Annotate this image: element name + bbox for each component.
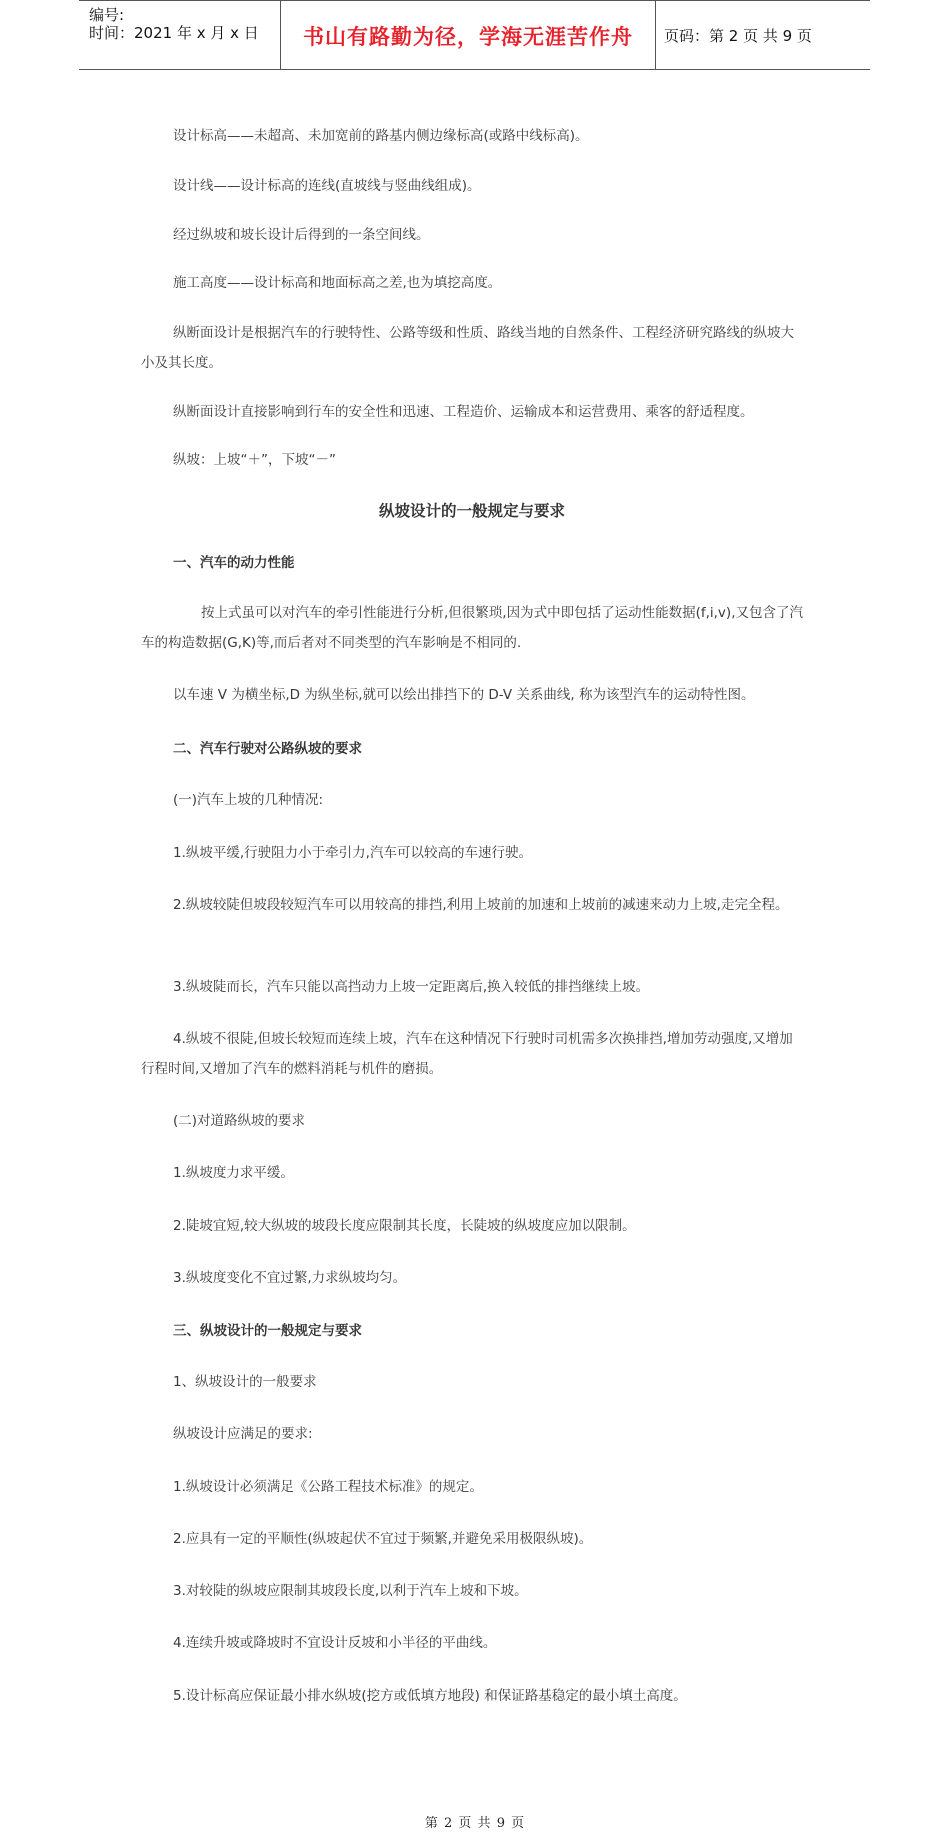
paragraph-profile-impact: 纵断面设计直接影响到行车的安全性和迅速、工程造价、运输成本和运营费用、乘客的舒适程度。 [173,404,754,420]
page-footer: 第 2 页 共 9 页 [424,1816,526,1831]
date-label: 时间：2021 年 x 月 x 日 [89,24,259,42]
paragraph-construction-height: 施工高度——设计标高和地面标高之差,也为填挖高度。 [173,275,502,291]
paragraph-grade-sign: 纵坡：上坡“＋”，下坡“－” [173,452,336,468]
list-item-drainage: 5.设计标高应保证最小排水纵坡(挖方或低填方地段) 和保证路基稳定的最小填土高度。 [173,1688,687,1704]
paragraph-spatial-line: 经过纵坡和坡长设计后得到的一条空间线。 [173,227,430,243]
list-item-3: 3.纵坡陡而长，汽车只能以高挡动力上坡一定距离后,换入较低的排挡继续上坡。 [173,979,650,995]
paragraph-uphill-cases: (一)汽车上坡的几种情况: [173,792,324,808]
list-item-short-steep: 2.陡坡宜短,较大纵坡的坡段长度应限制其长度，长陡坡的纵坡度应加以限制。 [173,1218,636,1234]
header-page-cell [655,1,870,69]
paragraph-dv-curve: 以车速 V 为横坐标,D 为纵坐标,就可以绘出排挡下的 D-V 关系曲线, 称为该型汽车的运动特性图。 [173,687,755,703]
page-header [79,0,870,70]
header-info-cell [79,1,280,69]
header-motto-cell [280,1,656,69]
list-item-limit-length: 3.对较陡的纵坡应限制其坡段长度,以利于汽车上坡和下坡。 [173,1583,528,1599]
serial-number-label: 编号: [89,6,125,24]
list-item-4: 4.纵坡不很陡,但坡长较短而连续上坡，汽车在这种情况下行驶时司机需多次换排挡,增加劳动强度,又增加行程时间,又增加了汽车的燃料消耗与机件的磨损。 [141,1031,793,1077]
list-item-2: 2.纵坡较陡但坡段较短汽车可以用较高的排挡,利用上坡前的加速和上坡前的减速来动力上坡,走完全程。 [173,897,789,913]
heading-vehicle-dynamics: 一、汽车的动力性能 [173,555,295,571]
header-motto: 书山有路勤为径，学海无涯苦作舟 [303,24,633,49]
section-title: 纵坡设计的一般规定与要求 [378,502,565,520]
heading-general-rules: 三、纵坡设计的一般规定与要求 [173,1323,362,1339]
list-item-smoothness: 2.应具有一定的平顺性(纵坡起伏不宜过于频繁,并避免采用极限纵坡)。 [173,1531,593,1547]
header-page-number: 页码：第 2 页 共 9 页 [664,27,812,45]
paragraph-general-requirements: 1、纵坡设计的一般要求 [173,1374,317,1390]
paragraph-design-line: 设计线——设计标高的连线(直坡线与竖曲线组成)。 [173,178,481,194]
paragraph-design-must-meet: 纵坡设计应满足的要求: [173,1426,313,1442]
paragraph-traction-analysis: 按上式虽可以对汽车的牵引性能进行分析,但很繁琐,因为式中即包括了运动性能数据(f,i,v),又包含了汽车的构造数据(G,K)等,而后者对不同类型的汽车影响是不相同的. [141,605,803,651]
list-item-no-reverse-grade: 4.连续升坡或降坡时不宜设计反坡和小半径的平曲线。 [173,1635,497,1651]
list-item-1: 1.纵坡平缓,行驶阻力小于牵引力,汽车可以较高的车速行驶。 [173,845,532,861]
list-item-uniform-grade: 3.纵坡度变化不宜过繁,力求纵坡均匀。 [173,1270,407,1286]
paragraph-road-grade-requirements: (二)对道路纵坡的要求 [173,1113,306,1129]
list-item-gentle-grade: 1.纵坡度力求平缓。 [173,1165,294,1181]
heading-grade-requirements: 二、汽车行驶对公路纵坡的要求 [173,741,362,757]
paragraph-design-elevation: 设计标高——未超高、未加宽前的路基内侧边缘标高(或路中线标高)。 [173,128,589,144]
list-item-standard: 1.纵坡设计必须满足《公路工程技术标准》的规定。 [173,1479,483,1495]
paragraph-profile-design: 纵断面设计是根据汽车的行驶特性、公路等级和性质、路线当地的自然条件、工程经济研究路线的纵坡大小及其长度。 [141,325,794,371]
